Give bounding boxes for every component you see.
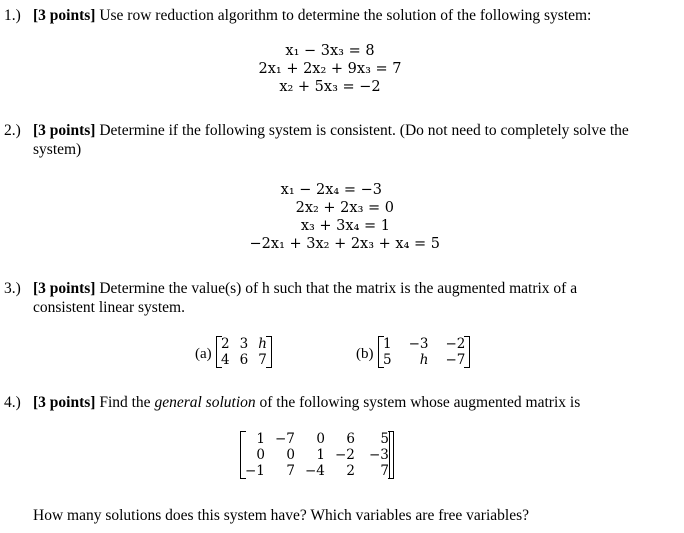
q3-part-a-matrix [216, 336, 272, 368]
q4-followup-question: How many solutions does this system have? Which variables are free variables? [33, 507, 529, 524]
matrix-cell: −4 [305, 463, 325, 479]
matrix-cell: −3 [408, 336, 429, 352]
q2-number: 2.) [4, 122, 21, 139]
matrix-cell: 0 [316, 431, 325, 447]
matrix-cell: 3 [239, 336, 249, 352]
q3-part-b-label: (b) [356, 346, 374, 362]
matrix-cell: 6 [239, 352, 249, 368]
q2-equation-4: −2x₁ + 3x₂ + 2x₃ + x₄ = 5 [249, 236, 440, 252]
matrix-cell: 7 [286, 463, 295, 479]
matrix-row [216, 352, 272, 368]
q4-text-em: general solution [154, 394, 256, 411]
q3-number: 3.) [4, 280, 21, 297]
matrix-cell: 7 [258, 352, 267, 368]
q3-prompt-line1 [33, 280, 577, 298]
q4-text-post: of the following system whose augmented matrix is [259, 394, 581, 411]
matrix-cell: 0 [256, 447, 265, 463]
matrix-cell: 5 [380, 431, 389, 447]
q1-equation-2: 2x₁ + 2x₂ + 9x₃ = 7 [258, 61, 402, 77]
q1-number: 1.) [4, 7, 21, 24]
matrix-cell: 2 [346, 463, 355, 479]
q4-text-pre: Find the [99, 394, 151, 411]
matrix-row [216, 336, 272, 352]
q1-equation-system [230, 42, 430, 96]
matrix-cell: 1 [316, 447, 325, 463]
q1-equation-1: x₁ − 3x₃ = 8 [285, 43, 375, 59]
q1-points: [3 points] [33, 7, 96, 24]
matrix-cell: −1 [245, 463, 265, 479]
q1-prompt [33, 7, 591, 25]
q2-equation-3: x₃ + 3x₄ = 1 [300, 218, 390, 234]
q1-equation-3: x₂ + 5x₃ = −2 [279, 79, 381, 95]
matrix-cell: h [419, 352, 429, 368]
matrix-row [240, 463, 394, 479]
matrix-cell: 1 [256, 431, 265, 447]
matrix-cell: 2 [221, 336, 230, 352]
q3-points: [3 points] [33, 280, 96, 297]
matrix-cell: 0 [286, 447, 295, 463]
q4-prompt [33, 394, 580, 412]
matrix-row [378, 336, 470, 352]
q2-points: [3 points] [33, 122, 96, 139]
q2-equation-2: 2x₂ + 2x₃ = 0 [295, 200, 394, 216]
matrix-row [240, 447, 394, 463]
matrix-cell: −2 [335, 447, 355, 463]
matrix-cell: 4 [221, 352, 230, 368]
matrix-cell: −3 [369, 447, 389, 463]
q3-text-line2: consistent linear system. [33, 299, 185, 316]
matrix-cell: −7 [275, 431, 295, 447]
q4-augmented-matrix [240, 431, 394, 479]
matrix-row [240, 431, 394, 447]
matrix-cell: 1 [383, 336, 392, 352]
q3-part-b-matrix [378, 336, 470, 368]
q2-equation-1: x₁ − 2x₄ = −3 [280, 182, 382, 198]
matrix-cell: 5 [383, 352, 392, 368]
q4-points: [3 points] [33, 394, 96, 411]
q2-text-line1: Determine if the following system is consistent. (Do not need to completely solve the [99, 122, 629, 139]
q1-text: Use row reduction algorithm to determine the solution of the following system: [99, 7, 592, 24]
matrix-row [378, 352, 470, 368]
q2-prompt-line1 [33, 122, 629, 140]
q4-number: 4.) [4, 394, 21, 411]
matrix-cell: h [258, 336, 267, 352]
q3-text-line1: Determine the value(s) of h such that the matrix is the augmented matrix of a [99, 280, 578, 297]
q3-part-a-label: (a) [195, 346, 212, 362]
q2-text-line2: system) [33, 141, 82, 158]
matrix-cell: 7 [380, 463, 389, 479]
matrix-cell: 6 [346, 431, 355, 447]
augment-divider [389, 431, 390, 479]
matrix-cell: −7 [445, 352, 466, 368]
matrix-cell: −2 [445, 336, 466, 352]
q2-equation-system [244, 181, 440, 253]
